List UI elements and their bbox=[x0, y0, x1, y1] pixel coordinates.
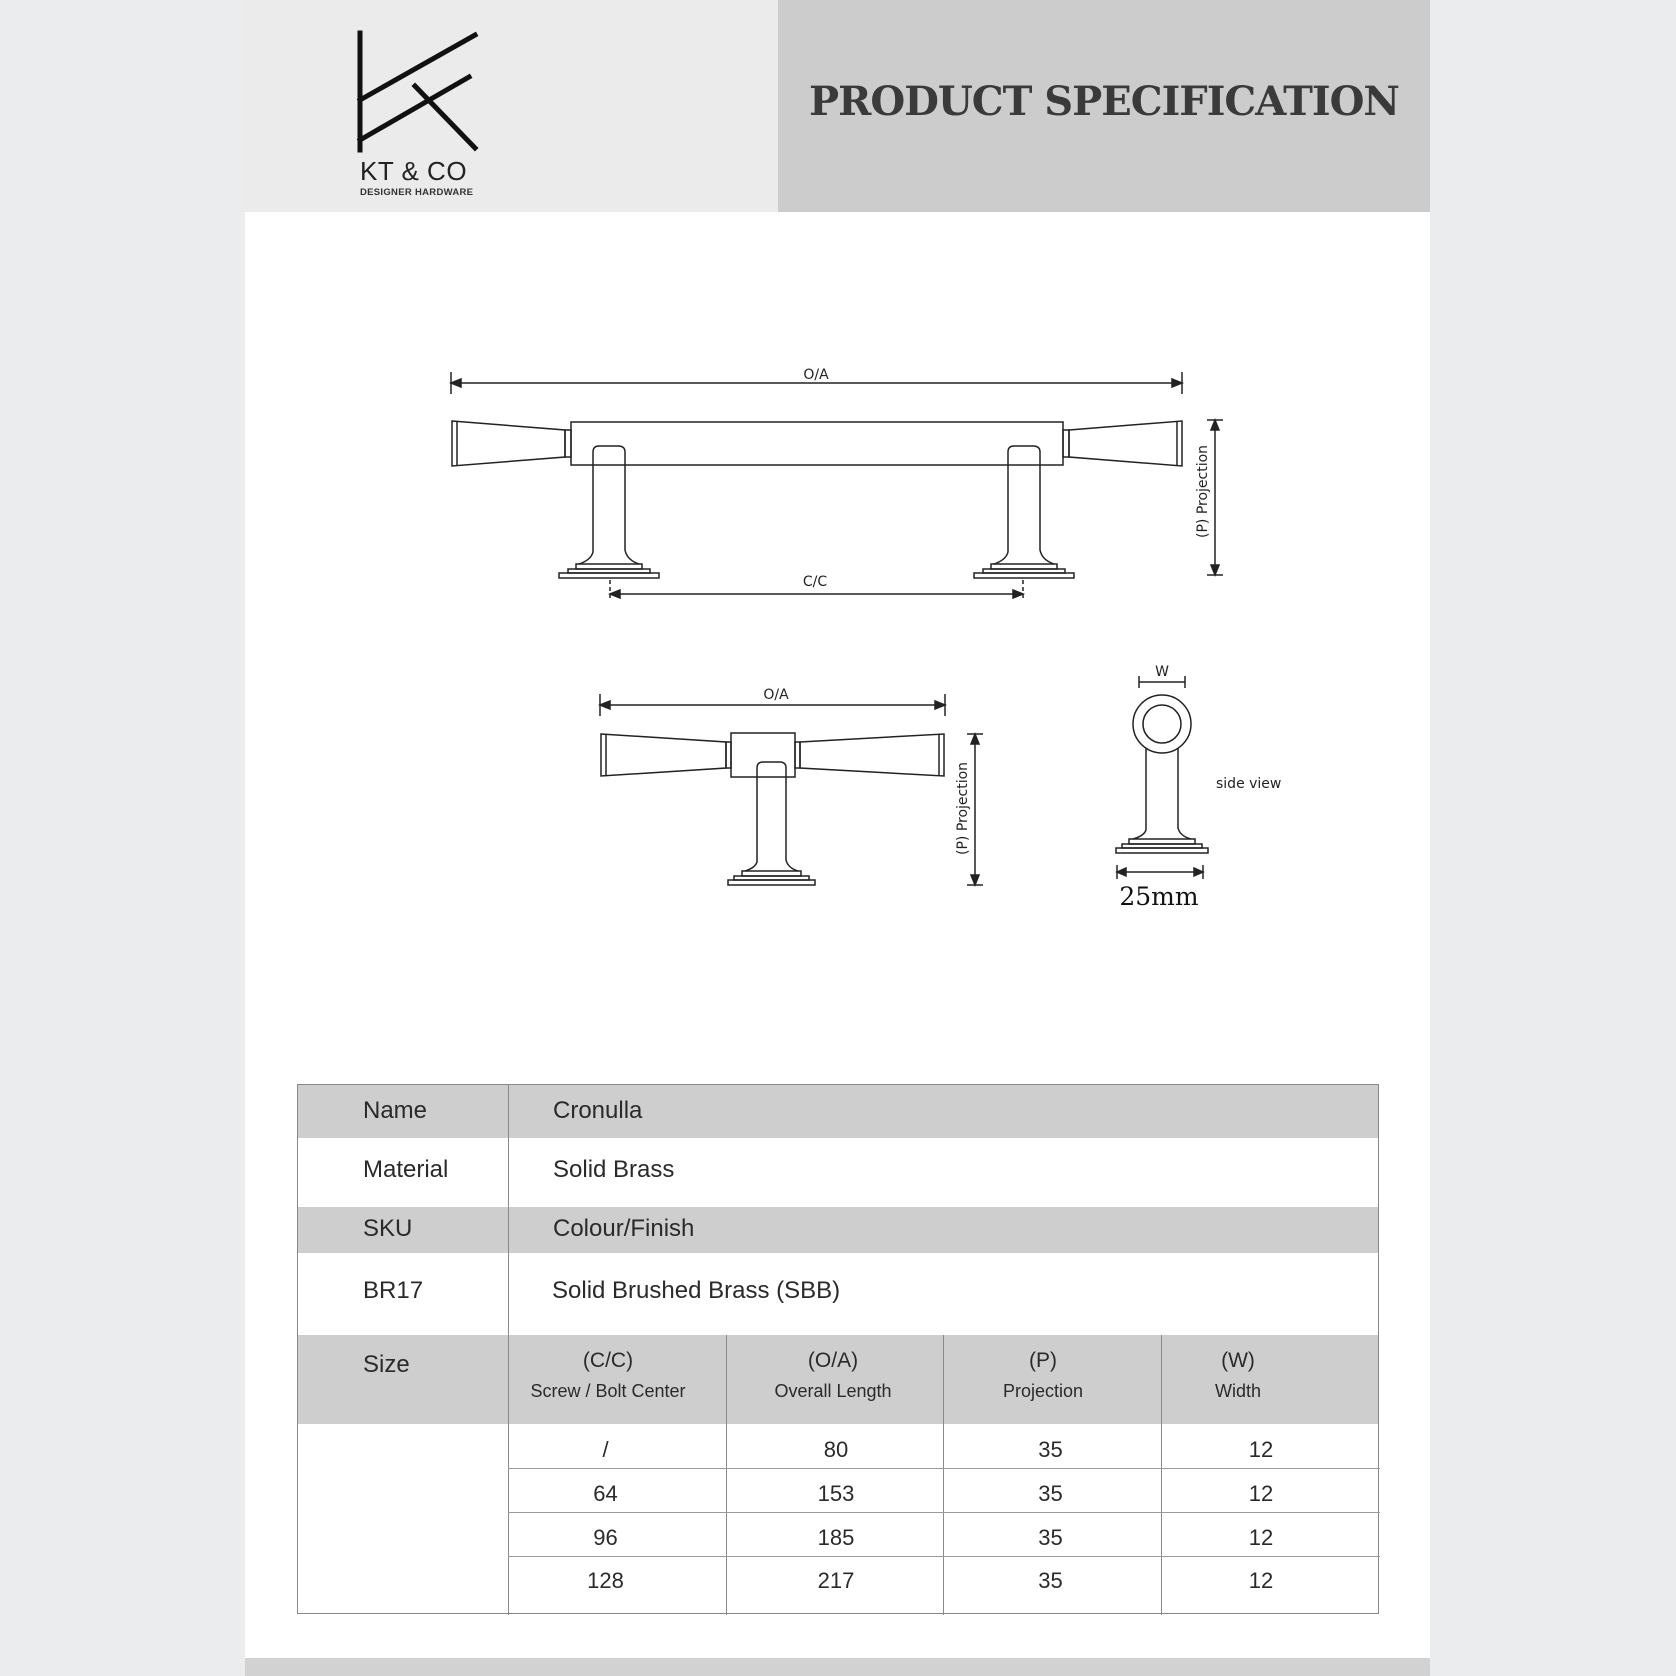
spec-table bbox=[297, 1084, 1379, 1614]
size-oa: 185 bbox=[817, 1525, 855, 1550]
spec-sheet-page bbox=[245, 0, 1430, 1676]
size-oa: 153 bbox=[817, 1481, 855, 1506]
side-view-caption: side view bbox=[1216, 776, 1282, 792]
label-material: Material bbox=[363, 1156, 449, 1183]
size-w: 12 bbox=[1248, 1525, 1274, 1550]
size-w: 12 bbox=[1248, 1568, 1274, 1593]
size-cc: / bbox=[602, 1437, 609, 1462]
size-oa: 80 bbox=[823, 1437, 849, 1462]
footer-bar bbox=[245, 1658, 1430, 1676]
size-p: 35 bbox=[1038, 1481, 1063, 1506]
size-cc: 96 bbox=[593, 1525, 618, 1550]
size-p: 35 bbox=[1038, 1525, 1063, 1550]
side-base-size-label: 25mm bbox=[1119, 882, 1199, 911]
divider bbox=[508, 1512, 1380, 1513]
divider bbox=[508, 1468, 1380, 1469]
side-width-label: W bbox=[1155, 664, 1169, 680]
knob-oa-label: O/A bbox=[763, 687, 789, 703]
column-name: Width bbox=[1214, 1381, 1261, 1401]
page-title: PRODUCT SPECIFICATION bbox=[809, 78, 1399, 125]
value-name: Cronulla bbox=[553, 1097, 643, 1124]
table-row-name bbox=[298, 1085, 1378, 1138]
column-header-w bbox=[1138, 1349, 1338, 1402]
size-cc: 64 bbox=[593, 1481, 618, 1506]
pull-projection-label: (P) Projection bbox=[1195, 444, 1211, 538]
technical-drawing bbox=[245, 0, 1430, 1000]
size-p: 35 bbox=[1038, 1568, 1063, 1593]
knob-outline bbox=[601, 733, 944, 885]
column-name: Overall Length bbox=[774, 1381, 892, 1401]
column-code: (O/A) bbox=[807, 1349, 859, 1372]
column-header-cc bbox=[508, 1349, 708, 1402]
knob-projection-label: (P) Projection bbox=[955, 761, 971, 855]
column-name: Screw / Bolt Center bbox=[530, 1381, 686, 1401]
table-row-material bbox=[298, 1138, 1378, 1207]
table-row-sku bbox=[298, 1207, 1378, 1253]
pull-handle-outline bbox=[452, 421, 1182, 578]
size-p: 35 bbox=[1038, 1437, 1063, 1462]
column-header-oa bbox=[733, 1349, 933, 1402]
label-name: Name bbox=[363, 1097, 428, 1124]
brand-tagline: DESIGNER HARDWARE bbox=[360, 187, 474, 198]
value-material: Solid Brass bbox=[553, 1156, 675, 1183]
column-code: (W) bbox=[1221, 1349, 1255, 1372]
pull-oa-label: O/A bbox=[803, 367, 829, 383]
column-name: Projection bbox=[1002, 1381, 1084, 1401]
brand-name: KT & CO bbox=[360, 156, 468, 186]
size-w: 12 bbox=[1248, 1481, 1274, 1506]
label-sku: SKU bbox=[363, 1215, 413, 1242]
label-size: Size bbox=[363, 1351, 410, 1378]
pull-cc-label: C/C bbox=[802, 574, 828, 590]
side-view-outline bbox=[1116, 676, 1208, 879]
column-code: (P) bbox=[1029, 1349, 1057, 1372]
divider bbox=[508, 1556, 1380, 1557]
size-oa: 217 bbox=[817, 1568, 855, 1593]
label-sku-code: BR17 bbox=[363, 1277, 424, 1304]
size-w: 12 bbox=[1248, 1437, 1274, 1462]
column-code: (C/C) bbox=[582, 1349, 634, 1372]
size-cc: 128 bbox=[587, 1568, 624, 1593]
value-finish: Solid Brushed Brass (SBB) bbox=[552, 1277, 841, 1304]
column-header-p bbox=[943, 1349, 1143, 1402]
value-sku: Colour/Finish bbox=[553, 1215, 695, 1242]
